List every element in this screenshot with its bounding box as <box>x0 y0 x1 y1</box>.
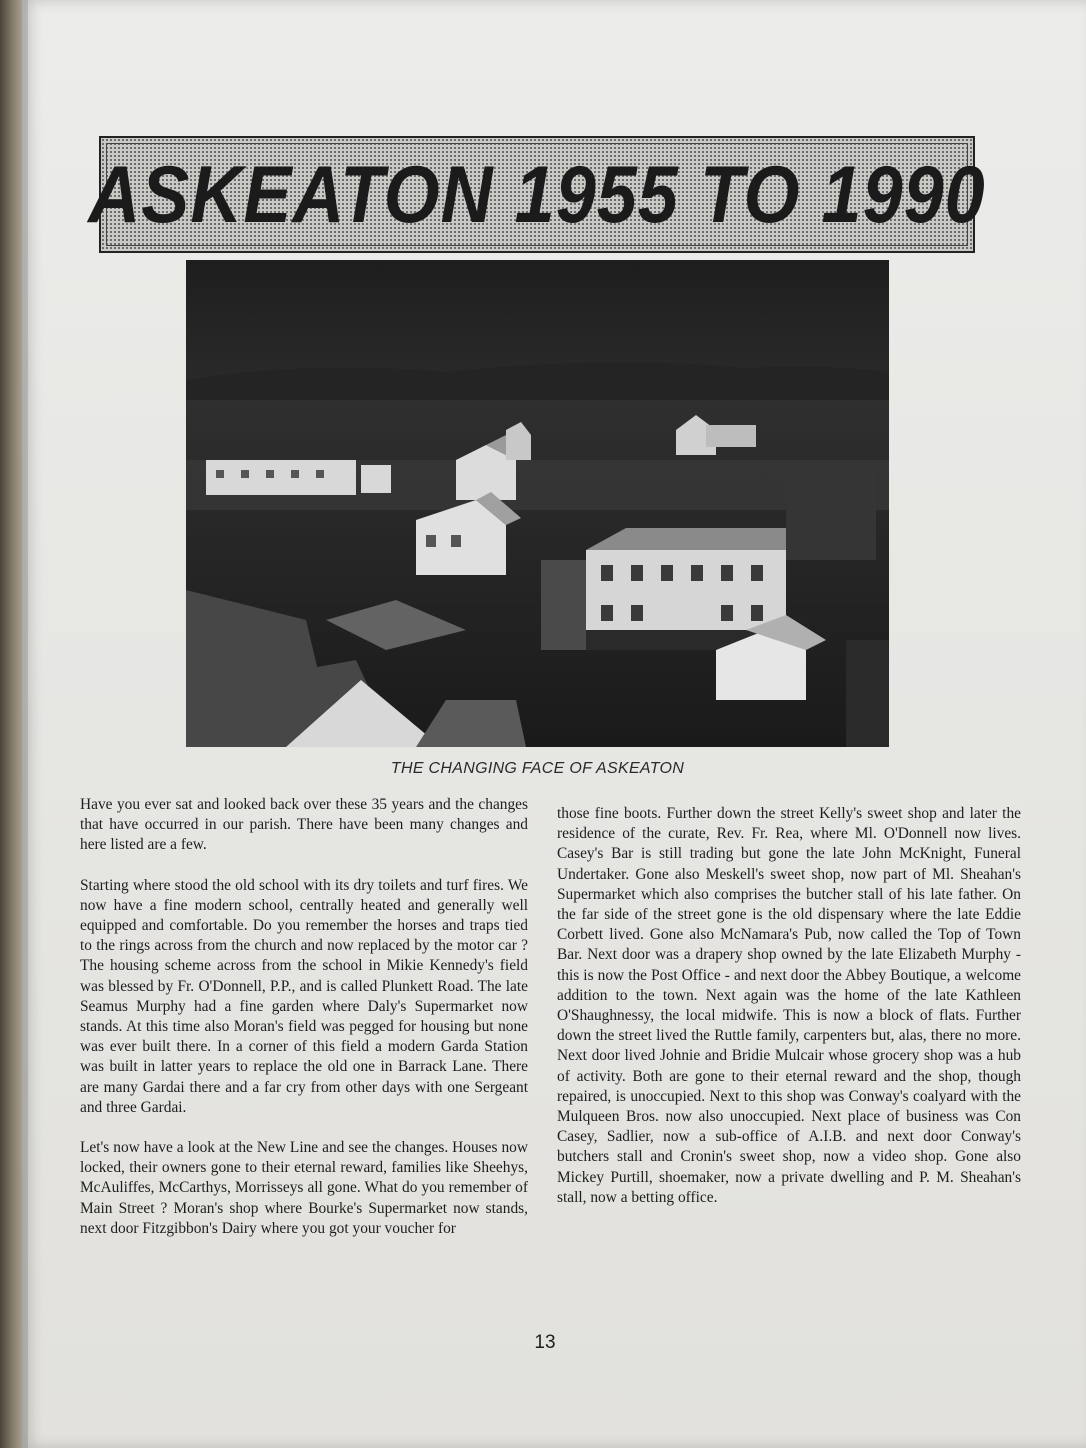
photo-caption: THE CHANGING FACE OF ASKEATON <box>390 760 685 777</box>
town-photograph-image <box>186 260 889 747</box>
title-banner <box>88 136 986 253</box>
page-title: ASKEATON 1955 TO 1990 <box>88 149 986 240</box>
town-photograph <box>186 260 889 747</box>
left-paragraph: Let's now have a look at the New Line and see the changes. Houses now locked, their owners gone to their eternal reward, families like Sheehys, McAuliffes, McCarthys, Morrisseys all gone. What do you remember of Main Street ? Moran's shop where Bourke's Supermarket now stands, next door Fitzgibbon's Dairy where you got your voucher for <box>80 1139 528 1237</box>
right-paragraph: those fine boots. Further down the street Kelly's sweet shop and later the residence of the curate, Rev. Fr. Rea, where Ml. O'Donnell now lives. Casey's Bar is still trading but gone the late John McKnight, Funeral Undertaker. Gone also Meskell's sweet shop, now part of Ml. Sheahan's Supermarket which also comprises the butcher stall of his late father. On the far side of the street gone is the old dispensary where the late Eddie Corbett lived. Gone also McNamara's Pub, now called the Top of Town Bar. Next door was a drapery shop owned by the late Elizabeth Murphy - this is now the Post Office - and next door the Abbey Boutique, a welcome addition to the town. Next again was the home of the late Kathleen O'Shaughnessy, the local midwife. This is now a block of flats. Further down the street lived the Ruttle family, carpenters but, alas, there no more. Next door lived Johnie and Bridie Mulcair whose grocery shop was a hub of activity. Both are gone to their eternal reward and the shop, though repaired, is unoccupied. Next to this shop was Conway's coalyard with the Mulqueen Bros. now also unoccupied. Next place of business was Con Casey, Sadlier, now a sub-office of A.I.B. and next door Conway's butchers stall and Cronin's sweet shop, now a video shop. Gone also Mickey Purtill, shoemaker, now a private dwelling and P. M. Sheahan's stall, now a betting office. <box>557 805 1021 1206</box>
left-paragraph: Starting where stood the old school with its dry toilets and turf fires. We now have a fine modern school, centrally heated and generally well equipped and comfortable. Do you remember the horses and traps tied to the rings across from the church and now replaced by the motor car ? The housing scheme across from the school in Mikie Kennedy's field was blessed by Fr. O'Donnell, P.P., and is called Plunkett Road. The late Seamus Murphy had a fine garden where Daly's Supermarket now stands. At this time also Moran's field was pegged for housing but none was ever built there. In a corner of this field a modern Garda Station was built in latter years to replace the old one in Barrack Lane. There are many Gardai there and a far cry from other days with one Sergeant and three Gardai. <box>80 876 528 1116</box>
page-gutter-shadow <box>22 0 28 1448</box>
left-paragraph: Have you ever sat and looked back over these 35 years and the changes that have occurred in our parish. There have been many changes and here listed are a few. <box>80 796 528 854</box>
page-number: 13 <box>534 1332 556 1353</box>
right-text-column <box>557 804 1021 1228</box>
left-text-column <box>80 795 528 1259</box>
